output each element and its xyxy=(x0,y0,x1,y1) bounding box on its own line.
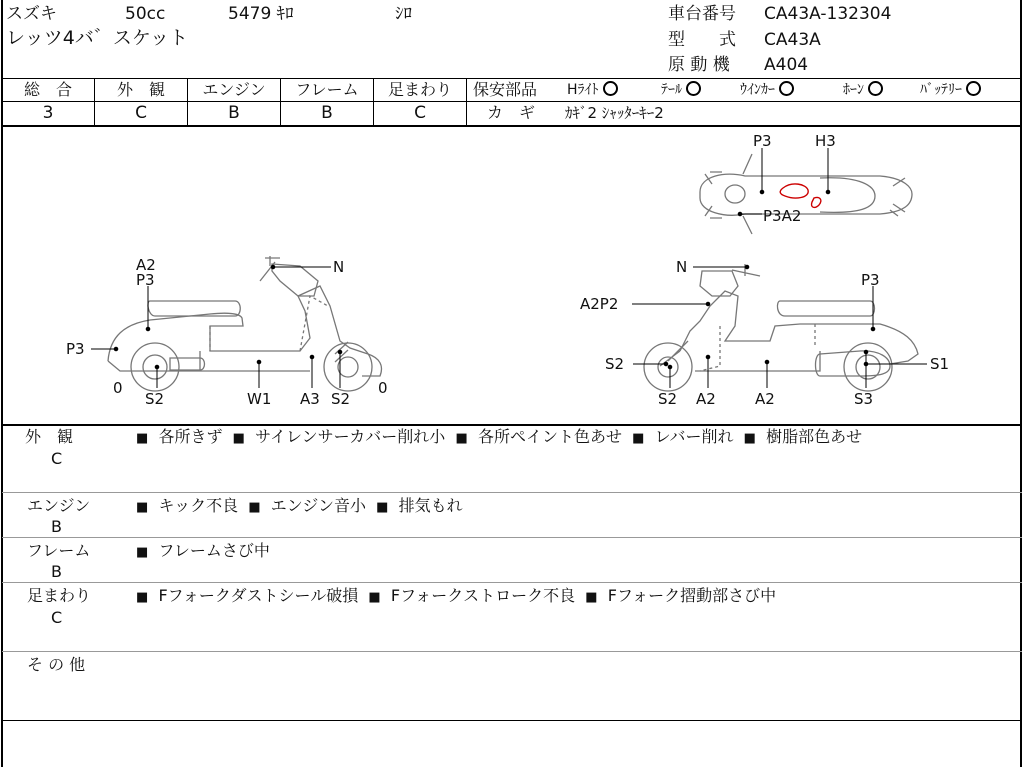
diagram-label: H3 xyxy=(815,132,836,150)
diagram-label: W1 xyxy=(247,390,272,408)
diagram-label: A2 xyxy=(136,256,156,274)
diagram-label: P3A2 xyxy=(763,207,802,225)
ok-circle-icon xyxy=(966,81,981,96)
grade-label-engine: エンジン xyxy=(202,80,266,99)
grade-value-appearance: C xyxy=(135,103,147,123)
diagram-label: P3 xyxy=(753,132,772,150)
note-items-engine: ■ キック不良 ■ エンジン音小 ■ 排気もれ xyxy=(136,496,463,515)
displacement: 50cc xyxy=(125,4,166,24)
safety-item-winker: ｳｲﾝｶｰ xyxy=(740,81,794,99)
diagram-label: A2 xyxy=(696,390,716,408)
type-value: CA43A xyxy=(764,30,821,50)
ok-circle-icon xyxy=(603,81,618,96)
grade-value-suspension: C xyxy=(414,103,426,123)
grade-value-frame: B xyxy=(321,103,333,123)
grade-label-overall: 総 合 xyxy=(23,80,72,99)
safety-item-battery: ﾊﾞｯﾃﾘｰ xyxy=(920,81,981,99)
diagram-label: P3 xyxy=(136,271,155,289)
grade-label-appearance: 外 観 xyxy=(116,80,165,99)
note-category-suspension: 足まわり xyxy=(27,586,92,605)
note-category-engine: エンジン xyxy=(27,496,91,515)
note-items-suspension: ■ Fフォークダストシール破損 ■ Fフォークストローク不良 ■ Fフォーク摺動部さび中 xyxy=(136,586,777,605)
diagram-label: A2P2 xyxy=(580,295,619,313)
color: ｼﾛ xyxy=(395,4,412,24)
ok-circle-icon xyxy=(868,81,883,96)
diagram-label: N xyxy=(676,258,688,276)
safety-item-horn: ﾎｰﾝ xyxy=(843,81,883,99)
note-items-frame: ■ フレームさび中 xyxy=(136,541,270,560)
frame-no-label: 車台番号 xyxy=(668,4,736,24)
type-label: 型 式 xyxy=(668,30,736,50)
diagram-label: S1 xyxy=(930,355,950,373)
safety-item-tail: ﾃｰﾙ xyxy=(661,81,701,99)
grade-label-frame: フレーム xyxy=(295,80,359,99)
diagram-label: S2 xyxy=(605,355,625,373)
engine-value: A404 xyxy=(764,55,809,75)
key-label: カ ギ xyxy=(487,103,536,122)
diagram-label: S2 xyxy=(145,390,165,408)
diagram-label: S2 xyxy=(658,390,678,408)
ok-circle-icon xyxy=(779,81,794,96)
key-value: ｶｷﾞ2 ｼｬｯﾀｰｷｰ2 xyxy=(565,104,664,122)
note-category-frame: フレーム xyxy=(27,541,91,560)
diagram-label: P3 xyxy=(66,340,85,358)
note-category-other: そ の 他 xyxy=(27,655,86,674)
safety-item-headlight: Hﾗｲﾄ xyxy=(567,81,618,99)
diagram-label: S3 xyxy=(854,390,874,408)
diagram-label: 0 xyxy=(378,379,388,397)
diagram-label: A3 xyxy=(300,390,320,408)
note-grade-appearance: C xyxy=(51,449,63,468)
divider xyxy=(2,78,1022,79)
diagram-label: S2 xyxy=(331,390,351,408)
diagram-label: A2 xyxy=(755,390,775,408)
mileage: 5479 ｷﾛ xyxy=(228,4,294,24)
safety-label: 保安部品 xyxy=(473,80,538,99)
note-grade-suspension: C xyxy=(51,608,63,627)
grade-value-overall: 3 xyxy=(42,103,54,123)
engine-label: 原 動 機 xyxy=(668,55,730,75)
diagram-label: N xyxy=(333,258,345,276)
ok-circle-icon xyxy=(686,81,701,96)
grade-label-suspension: 足まわり xyxy=(387,80,452,99)
note-grade-engine: B xyxy=(51,517,62,536)
scooter-top-view xyxy=(700,154,912,234)
note-category-appearance: 外 観 xyxy=(25,427,74,446)
note-grade-frame: B xyxy=(51,562,62,581)
maker: スズキ xyxy=(6,4,57,24)
diagram-label: 0 xyxy=(113,379,123,397)
note-items-appearance: ■ 各所きず ■ サイレンサーカバー削れ小 ■ 各所ペイント色あせ ■ レバー削れ ■ 樹脂部色あせ xyxy=(136,427,863,446)
diagram-label: P3 xyxy=(861,271,880,289)
grade-value-engine: B xyxy=(228,103,240,123)
frame-no: CA43A-132304 xyxy=(764,4,892,24)
model-name: レッツ4バ゛スケット xyxy=(6,27,188,49)
